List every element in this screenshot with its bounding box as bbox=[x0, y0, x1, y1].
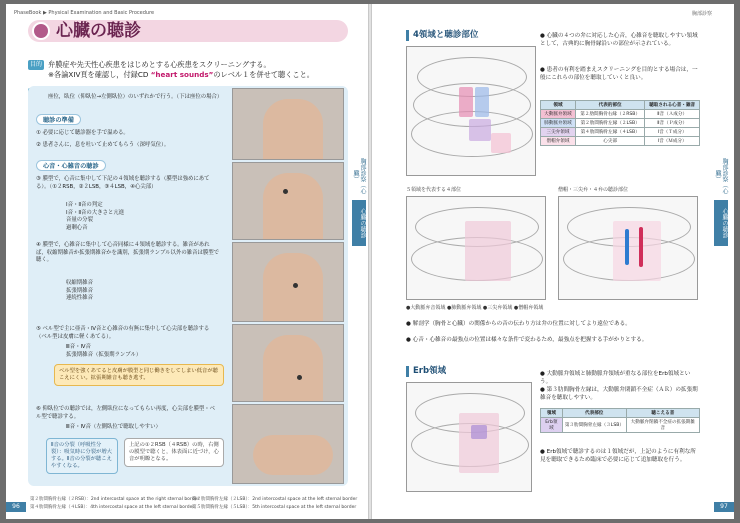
heart-shape bbox=[465, 221, 511, 281]
table-header: 領域 bbox=[541, 101, 576, 110]
table-header: 聴取される心音・雑音 bbox=[645, 101, 700, 110]
bell-caution-note: ベル型を強くあてると皮膚が膜型と同じ働きをしてしまい低音が聴こえにくい。拡張期雑音も聴き逃す。 bbox=[54, 364, 224, 386]
table-cell: 心尖部 bbox=[575, 137, 644, 146]
page-number-right: 97 bbox=[714, 502, 734, 512]
table-cell: 三尖弁領域 bbox=[541, 128, 576, 137]
areas-table bbox=[540, 100, 700, 146]
chest-diagram-erb bbox=[406, 382, 532, 492]
table-cell: 第４肋間胸骨左縁（４LSB） bbox=[575, 128, 644, 137]
tricuspid-zone bbox=[469, 119, 491, 141]
stethoscope-point bbox=[297, 375, 302, 380]
sec1-text-3: ● 解剖学（胸骨と心臓）の関係からの音の伝わり方は弁の位置に対してより遠位である。 bbox=[406, 321, 631, 327]
table-header: 聴こえる音 bbox=[626, 409, 699, 418]
step-4: ④ 膜型で，心雑音に集中して心音同様に４領域を聴診する。雑音があれば，収縮期雑音か拡張期雑音かを識別，拡張期ランブル以外の雑音は膜型で聴く。 bbox=[36, 242, 220, 264]
step-3-item: 音量の分裂 bbox=[66, 217, 93, 224]
sec1-text-4: ● 心音・心雑音の最強点の位置は様々な条件で変わるため，最強点を把握する手がかりとする。 bbox=[406, 337, 648, 343]
purpose-line1: 弁膜症や先天性心疾患をはじめとする心疾患をスクリーニングする。 bbox=[48, 60, 271, 69]
table-header: 代表的部位 bbox=[575, 101, 644, 110]
table-cell: Erb領域 bbox=[541, 418, 563, 433]
step-6-item: Ⅲ音・Ⅳ音（左側臥位で聴取しやすい） bbox=[66, 424, 161, 430]
aortic-zone bbox=[459, 87, 473, 117]
sub-head-auscultation: 心音・心雑音の聴診 bbox=[36, 160, 106, 171]
sec2-text-1: ● 大動脈弁領域と肺動脈弁領域が重なる部位をErb領域という。 bbox=[540, 371, 691, 385]
step-3: ③ 膜型で，心音に集中して下記の４領域を聴診する（膜型は強めにあてる）。（①２RSB，②２LSB，③４LSB，④心尖部） bbox=[36, 176, 210, 190]
step-2: ② 患者さんに，息を吐いて止めてもらう（深呼気位）。 bbox=[36, 142, 170, 148]
table-cell: 僧帽弁領域 bbox=[541, 137, 576, 146]
mitral-zone bbox=[491, 133, 511, 153]
table-cell: Ⅰ音（Ｔ成分） bbox=[645, 128, 700, 137]
heart-shape bbox=[613, 221, 661, 281]
purpose-tag: 目的 bbox=[29, 61, 42, 68]
page-number-left: 96 bbox=[6, 502, 26, 512]
sec1-text-2: ● 患者の有利を踏まえスクリーニングを目的とする場合は，一般にこれらの部位を聴取していくと良い。 bbox=[540, 67, 698, 81]
step-4-item: 収縮期雑音 bbox=[66, 280, 93, 286]
photo-chest-bell bbox=[232, 324, 344, 402]
patient-torso bbox=[263, 99, 323, 160]
chest-diagram-4-areas bbox=[406, 46, 536, 176]
purpose-line2-pre: ※各論XIV頁を確認し，付録CD bbox=[48, 70, 151, 79]
sec2-text-3: ● Erb領域で聴診するのは１領域だが，上記のように有利な所見を聴取できるため臨床で必要に応じて追加聴取を行う。 bbox=[540, 449, 696, 463]
table-row bbox=[541, 137, 700, 146]
step-3-item: 過剰心音 bbox=[66, 224, 88, 231]
running-head-left: PhaseBook ▶ Physical Examination and Basic Procedure bbox=[14, 10, 155, 16]
step-4-item: 拡張期雑音 bbox=[66, 287, 93, 294]
step-3-items bbox=[66, 202, 216, 232]
footer-abbrev-2: 第４肋間胸骨左縁（４LSB）：4th intercostal space at the left sternal border bbox=[30, 505, 195, 510]
step-5-item: Ⅲ音・Ⅳ音 bbox=[66, 344, 91, 350]
step-1: ① 必要に応じて聴診器を手で温める。 bbox=[36, 130, 129, 136]
side-tab-chest-exam: 胸部診察（心臓） bbox=[352, 158, 366, 194]
purpose-cd-ref: “heart sounds” bbox=[150, 70, 214, 79]
photo-left-lateral bbox=[232, 404, 344, 484]
patient-torso bbox=[253, 435, 333, 475]
valve-line bbox=[625, 229, 629, 265]
table-cell: Ⅰ音（Ｍ成分） bbox=[645, 137, 700, 146]
heart-shape bbox=[459, 413, 499, 473]
table-cell: 肺動脈弁領域 bbox=[541, 119, 576, 128]
step-3-item: Ⅰ音・Ⅱ音の大きさと亢進 bbox=[66, 209, 125, 216]
chest-diagram-4-points bbox=[406, 196, 546, 300]
erb-zone bbox=[471, 425, 487, 439]
table-cell: Ⅱ音（Ａ成分） bbox=[645, 110, 700, 119]
caption-left-diagram: ５領域を代表する４部位 bbox=[406, 187, 462, 193]
table-cell: 大動脈弁領域 bbox=[541, 110, 576, 119]
step-5: ⑤ ベル型で主に亜音・Ⅳ音と心雑音の有無に集中して心尖部を聴診する（ベル型は皮膚に軽くあてる）。 bbox=[36, 326, 210, 340]
table-header: 領域 bbox=[541, 409, 563, 418]
step-5-items bbox=[66, 344, 216, 359]
sec2-text-2: ● 第３肋間胸骨左縁は，大動脈弁閉鎖不全症（ＡＲ）の拡張期雑音を聴取しやすい。 bbox=[540, 387, 698, 401]
footer-abbrev-1: 第２肋間胸骨右縁（２RSB）：2nd intercostal space at the right sternal border bbox=[30, 497, 200, 502]
photo-caption-note: 上記の①２RSB（４RSB）の時，右側の膜型で聴くと，体表面に近づけ，心音が明瞭となる。 bbox=[124, 438, 224, 467]
table-row bbox=[541, 110, 700, 119]
photo-chest-diaphragm bbox=[232, 242, 344, 322]
left-page bbox=[6, 4, 368, 519]
step-3-item: Ⅰ音・Ⅱ音の判定 bbox=[66, 202, 103, 208]
table-cell: 第２肋間胸骨左縁（２LSB） bbox=[575, 119, 644, 128]
side-tab-heart-auscultation-right: 心臓の聴診 bbox=[714, 200, 728, 246]
table-header: 代表部位 bbox=[562, 409, 626, 418]
caption-right-diagram: 僧帽・三尖弁・４弁の聴診部位 bbox=[558, 187, 629, 193]
section-title-erb: Erb領域 bbox=[406, 366, 446, 377]
section-title-4-areas: 4領域と聴診部位 bbox=[406, 30, 478, 41]
purpose-text bbox=[48, 60, 348, 80]
patient-torso bbox=[263, 335, 323, 402]
purpose-line2-post: のレベル１を併せて聴くこと。 bbox=[213, 70, 314, 79]
table-row bbox=[541, 128, 700, 137]
table-cell: Ⅱ音（Ｐ成分） bbox=[645, 119, 700, 128]
sec1-text-1: ● 心臓の４つの弁に対応した心音，心雑音を聴取しやすい領域として，古典的に胸骨縁沿いの部位が示されている。 bbox=[540, 33, 698, 47]
step-4-items bbox=[66, 280, 216, 303]
table-row bbox=[541, 119, 700, 128]
split-sound-note: Ⅱ音の分裂（呼吸性分裂）：吸気時に分裂が増大する。Ⅱ音の分裂が聴こえやすくなる。 bbox=[46, 438, 118, 474]
valve-line bbox=[639, 227, 643, 267]
step-5-item: 拡張期雑音（拡張期ランブル） bbox=[66, 351, 142, 358]
side-tab-chest-exam-right: 胸部診察（心臓） bbox=[714, 158, 728, 194]
step-6: ⑥ 仰臥位での聴診では，左側臥位になってもらい再度，心尖部を膜型・ベル型で聴診する。 bbox=[36, 406, 216, 420]
step-4-item: 連続性雑音 bbox=[66, 295, 93, 302]
footer-abbrev-4: 第５肋間胸骨左縁（５LSB）：5th intercostal space at the left sternal border bbox=[192, 505, 357, 510]
table-cell: 大動脈弁閉鎖不全症の拡張期雑音 bbox=[626, 418, 699, 433]
caption-legend: ●大動脈弁音領域 ●肺動脈弁領域 ●三尖弁領域 ●僧帽弁領域 bbox=[406, 305, 544, 311]
table-row bbox=[541, 418, 700, 433]
table-cell: 第３肋間胸骨左縁（３LSB） bbox=[562, 418, 626, 433]
pulmonic-zone bbox=[475, 87, 489, 117]
side-tab-heart-auscultation: 心臓の聴診 bbox=[352, 200, 366, 246]
chest-diagram-valves bbox=[558, 196, 698, 300]
photo-chest-4-points bbox=[232, 162, 344, 240]
table-cell: 第２肋間胸骨右縁（２RSB） bbox=[575, 110, 644, 119]
intro-text: 座位，臥位（仰臥位→左側臥位）のいずれかで行う。（下は座位の場合） bbox=[48, 94, 223, 100]
heart-icon bbox=[32, 22, 50, 40]
stethoscope-point bbox=[283, 189, 288, 194]
footer-abbrev-3: 第２肋間胸骨左縁（２LSB）：2nd intercostal space at the left sternal border bbox=[192, 497, 358, 502]
erb-table bbox=[540, 408, 700, 433]
running-head-right: 胸部診察 bbox=[692, 11, 713, 17]
stethoscope-point bbox=[293, 283, 298, 288]
photo-doctor-patient bbox=[232, 88, 344, 160]
page-title: 心臓の聴診 bbox=[56, 21, 141, 41]
patient-torso bbox=[263, 173, 323, 240]
sub-head-prep: 聴診の準備 bbox=[36, 114, 81, 125]
right-page bbox=[372, 4, 734, 519]
